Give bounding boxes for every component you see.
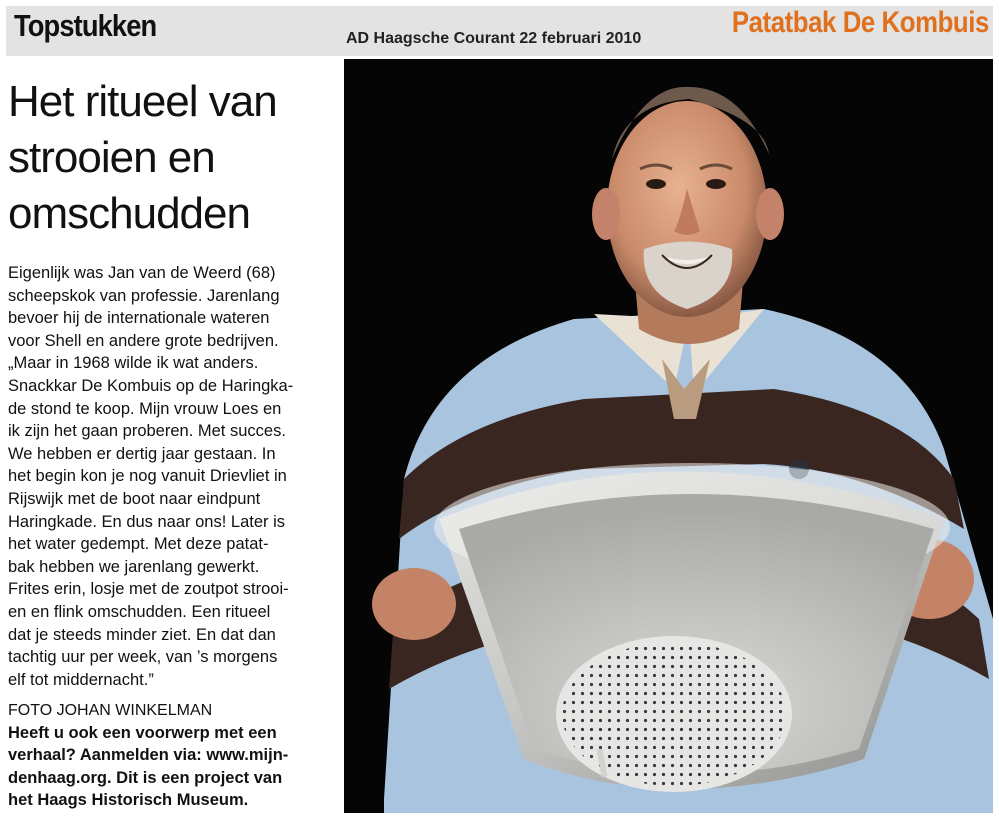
- headline-line: omschudden: [8, 189, 250, 238]
- headline-line: Het ritueel van: [8, 77, 277, 126]
- call-to-action: Heeft u ook een voorwerp met een verhaal? Aanmelden via: www.mijn- denhaag.org. Dit is een project van het Haags Historisch Museum.: [8, 724, 289, 810]
- article-topic: Patatbak De Kombuis: [731, 6, 989, 39]
- headline: [8, 74, 338, 242]
- photo-illustration: [344, 59, 993, 813]
- newspaper-source-date: AD Haagsche Courant 22 februari 2010: [346, 30, 642, 47]
- article-body: Eigenlijk was Jan van de Weerd (68) scheepskok van professie. Jarenlang bevoer hij de internationale wateren voor Shell en andere grote bedrijven. „Maar in 1968 wilde ik wat anders. Snackkar De Kombuis op de Haringka- de stond te koop. Mijn vrouw Loes en ik zijn het gaan proberen. Met succes. We hebben er dertig jaar gestaan. In het begin kon je nog vanuit Drievliet in Rijswijk met de boot naar eindpunt Haringkade. En dus naar ons! Later is het water gedempt. Met deze patat- bak hebben we jarenlang gewerkt. Frites erin, losje met de zoutpot strooi- en en flink omschudden. Een ritueel dat je steeds minder ziet. En dat dan tachtig uur per week, van ’s morgens elf tot middernacht.”: [8, 264, 294, 689]
- section-label: Topstukken: [14, 8, 157, 43]
- photo-man-with-colander: [344, 59, 993, 813]
- headline-line: strooien en: [8, 133, 215, 182]
- photo-credit: FOTO JOHAN WINKELMAN: [8, 702, 213, 719]
